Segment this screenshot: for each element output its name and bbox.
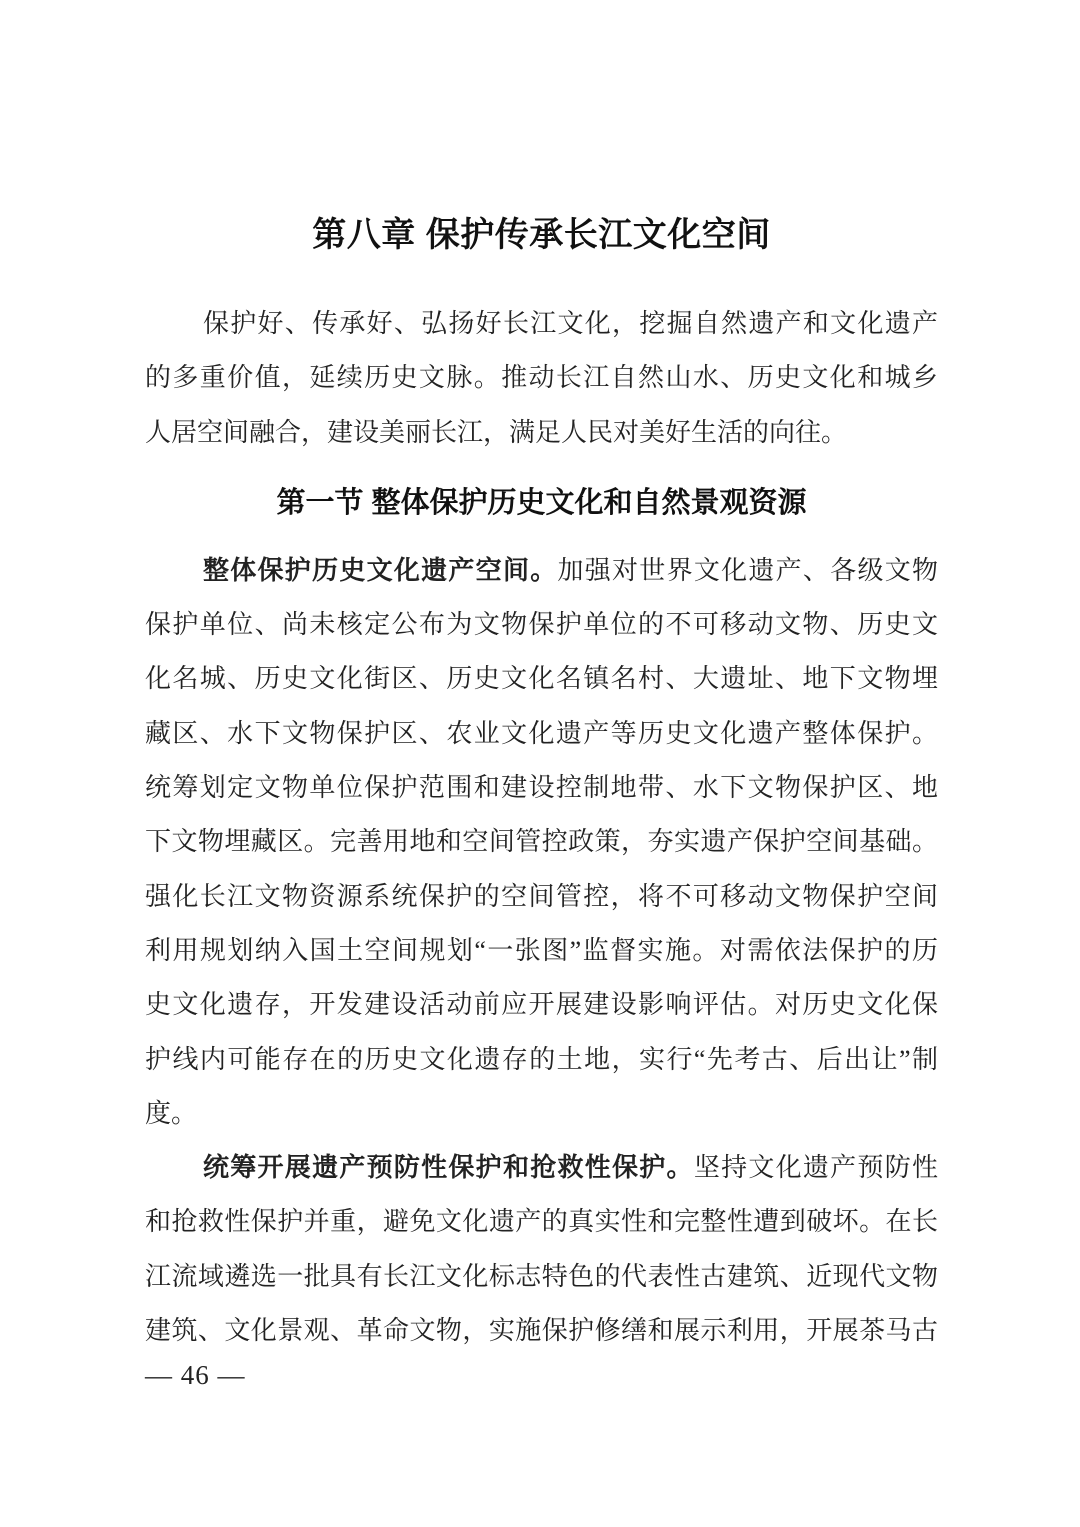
paragraph-lead-bold: 整体保护历史文化遗产空间。 xyxy=(203,555,558,585)
text-line: 化名城、历史文化街区、历史文化名镇名村、大遗址、地下文物埋 xyxy=(145,664,938,694)
text-line: 保护好、传承好、弘扬好长江文化，挖掘自然遗产和文化遗产 xyxy=(203,309,938,338)
text-line: 藏区、水下文物保护区、农业文化遗产等历史文化遗产整体保护。 xyxy=(145,718,938,748)
text-line: 度。 xyxy=(145,1098,198,1128)
text-line: 的多重价值，延续历史文脉。推动长江自然山水、历史文化和城乡 xyxy=(145,363,938,393)
preventive-protection-paragraph xyxy=(145,1141,938,1358)
heritage-space-paragraph xyxy=(145,544,938,1141)
lead-line-rest: 加强对世界文化遗产、各级文物 xyxy=(557,555,938,585)
page-footer xyxy=(145,1358,246,1392)
intro-paragraph xyxy=(145,297,938,460)
text-line xyxy=(145,544,938,598)
text-line xyxy=(145,1141,938,1195)
paragraph-lead-bold: 统筹开展遗产预防性保护和抢救性保护。 xyxy=(203,1153,694,1183)
text-column xyxy=(145,0,938,1358)
text-line: 和抢救性保护并重，避免文化遗产的真实性和完整性遭到破坏。在长 xyxy=(145,1207,938,1237)
text-line: 保护单位、尚未核定公布为文物保护单位的不可移动文物、历史文 xyxy=(145,610,938,640)
text-line: 统筹划定文物单位保护范围和建设控制地带、水下文物保护区、地 xyxy=(145,773,938,803)
chapter-title: 第八章 保护传承长江文化空间 xyxy=(312,216,771,254)
text-line: 护线内可能存在的历史文化遗存的土地，实行“先考古、后出让”制 xyxy=(145,1044,938,1074)
text-line: 人居空间融合，建设美丽长江，满足人民对美好生活的向往。 xyxy=(145,417,848,447)
text-line: 下文物埋藏区。完善用地和空间管控政策，夯实遗产保护空间基础。 xyxy=(145,827,938,857)
page-number: — 46 — xyxy=(145,1360,246,1390)
text-line: 利用规划纳入国土空间规划“一张图”监督实施。对需依法保护的历 xyxy=(145,935,938,965)
text-line: 强化长江文物资源系统保护的空间管控，将不可移动文物保护空间 xyxy=(145,881,938,911)
text-line: 史文化遗存，开发建设活动前应开展建设影响评估。对历史文化保 xyxy=(145,990,938,1020)
text-line: 建筑、文化景观、革命文物，实施保护修缮和展示利用，开展茶马古 xyxy=(145,1316,938,1346)
lead-line-rest: 坚持文化遗产预防性 xyxy=(693,1153,938,1183)
text-line: 江流域遴选一批具有长江文化标志特色的代表性古建筑、近现代文物 xyxy=(145,1261,938,1291)
section-title: 第一节 整体保护历史文化和自然景观资源 xyxy=(276,486,807,519)
